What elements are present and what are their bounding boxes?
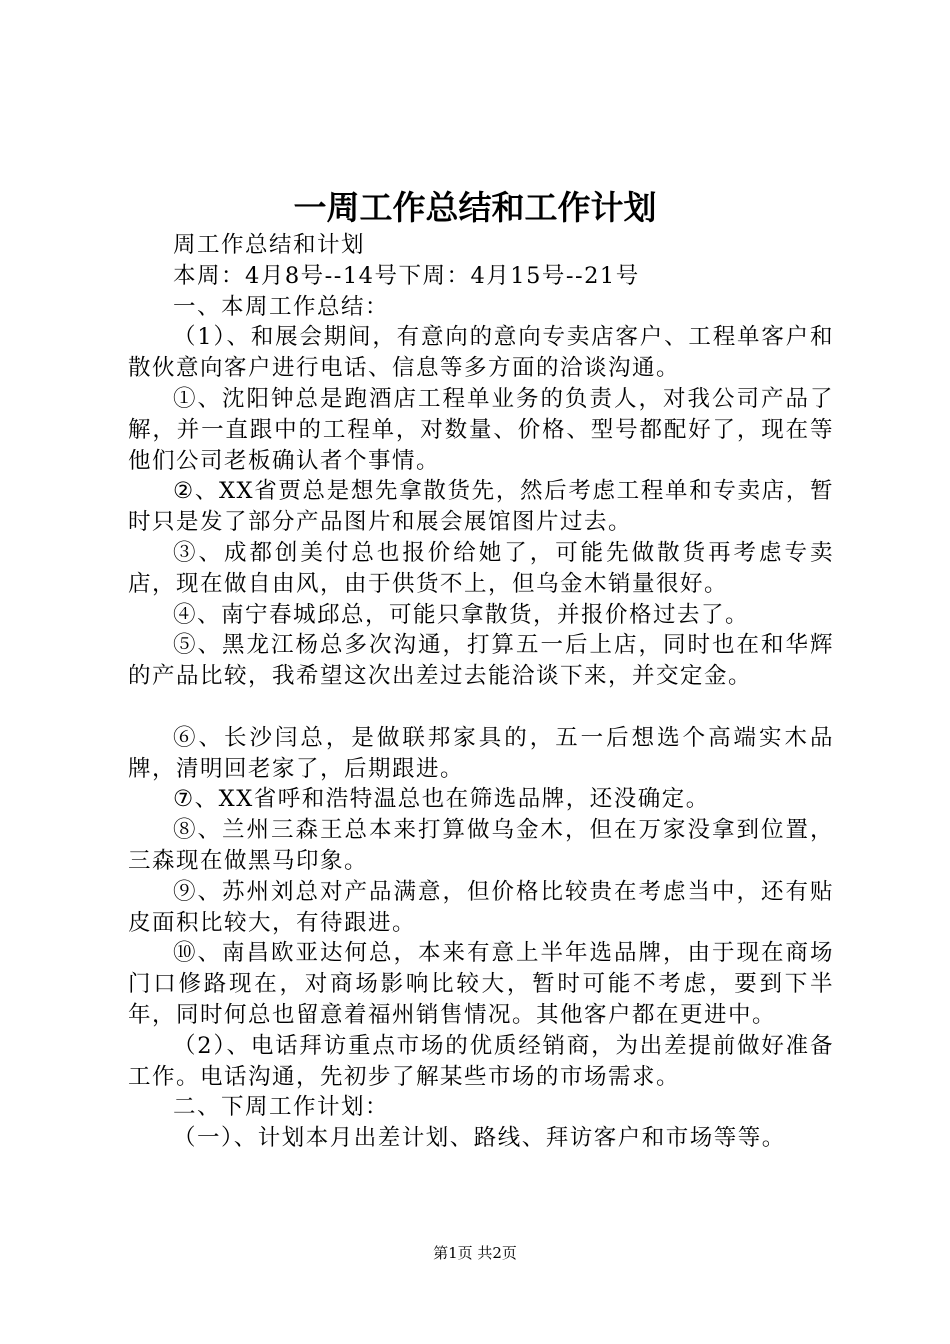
paragraph-client-10: ⑩、南昌欧亚达何总，本来有意上半年选品牌，由于现在商场门口修路现在，对商场影响比较大，暂时可能不考虑，要到下半年，同时何总也留意着福州销售情况。其他客户都在更进中。 [128,940,834,1028]
paragraph-client-3: ③、成都创美付总也报价给她了，可能先做散货再考虑专卖店，现在做自由风，由于供货不上，但乌金木销量很好。 [128,539,834,597]
paragraph-client-7: ⑦、XX省呼和浩特温总也在筛选品牌，还没确定。 [173,786,710,813]
paragraph-client-4: ④、南宁春城邱总，可能只拿散货，并报价格过去了。 [173,601,750,628]
section-heading-summary: 一、本周工作总结： [173,293,390,320]
paragraph-client-5: ⑤、黑龙江杨总多次沟通，打算五一后上店，同时也在和华辉的产品比较，我希望这次出差过去能洽谈下来，并交定金。 [128,632,834,690]
paragraph-plan-1: （一）、计划本月出差计划、路线、拜访客户和市场等等。 [173,1125,786,1152]
paragraph-client-8: ⑧、兰州三森王总本来打算做乌金木，但在万家没拿到位置，三森现在做黑马印象。 [128,817,834,874]
paragraph-item-1: （1）、和展会期间，有意向的意向专卖店客户、工程单客户和散伙意向客户进行电话、信息等多方面的洽谈沟通。 [128,324,834,382]
blank-line [128,692,834,723]
section-heading-plan: 二、下周工作计划： [173,1094,390,1121]
paragraph-client-2: ②、XX省贾总是想先拿散货先，然后考虑工程单和专卖店，暂时只是发了部分产品图片和展会展馆图片过去。 [128,478,834,536]
paragraph-client-1: ①、沈阳钟总是跑酒店工程单业务的负责人，对我公司产品了解，并一直跟中的工程单，对数量、价格、型号都配好了，现在等他们公司老板确认者个事情。 [128,385,834,474]
document-title: 一周工作总结和工作计划 [293,188,657,227]
paragraph-client-9: ⑨、苏州刘总对产品满意，但价格比较贵在考虑当中，还有贴皮面积比较大，有待跟进。 [128,878,834,936]
paragraph-date-range: 本周：4月8号--14号下周：4月15号--21号 [173,262,640,289]
paragraph-item-2: （2）、电话拜访重点市场的优质经销商，为出差提前做好准备工作。电话沟通，先初步了解某些市场的市场需求。 [128,1032,834,1090]
paragraph-client-6: ⑥、长沙闫总，是做联邦家具的，五一后想选个高端实木品牌，清明回老家了，后期跟进。 [128,724,834,782]
page-number-footer: 第1页 共2页 [433,1244,517,1262]
paragraph-subtitle: 周工作总结和计划 [173,232,366,258]
document-body [128,230,834,1154]
